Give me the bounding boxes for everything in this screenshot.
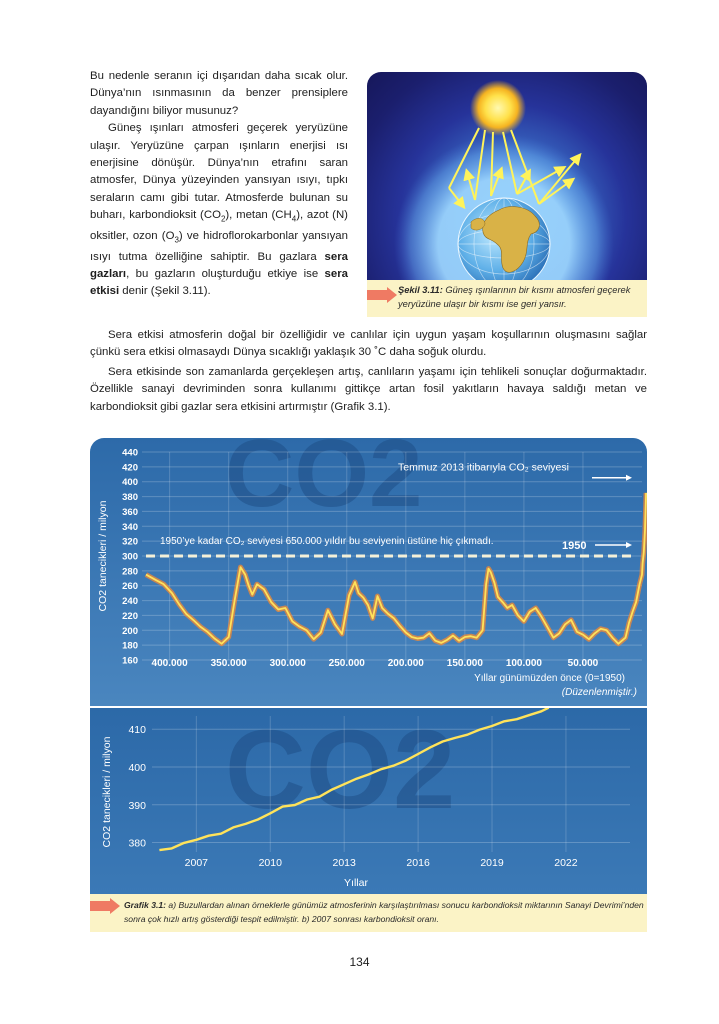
text-run: ) ve hidroflorokarbonlar yansıyan ısıyı tutma özelliğine sahiptir. Bu gazlara [90, 229, 348, 263]
y-tick-label: 400 [122, 477, 138, 489]
text-run: ), azot (N) oksitler, ozon (O [90, 209, 348, 242]
subscript: 2 [220, 214, 226, 224]
x-tick-label: 2013 [332, 857, 356, 869]
key-term: sera etkisi [90, 268, 348, 298]
y-axis-label: CO2 tanecikleri / milyon [101, 736, 113, 848]
x-axis-label: Yıllar günümüzden önce (0=1950) [474, 673, 625, 684]
text-run: , bu gazların oluşturduğu etkiye ise [126, 268, 325, 281]
caption-arrow-icon [367, 287, 397, 303]
y-tick-label: 280 [122, 566, 138, 578]
x-tick-label: 100.000 [505, 658, 542, 669]
y-tick-label: 240 [122, 596, 138, 608]
y-tick-label: 420 [122, 462, 138, 474]
y-tick-label: 320 [122, 536, 138, 548]
co2-recent-chart [90, 708, 647, 894]
intro-paragraph [90, 120, 348, 301]
sun-icon [470, 80, 526, 136]
y-tick-label: 180 [122, 640, 138, 652]
x-tick-label: 2019 [480, 857, 504, 869]
y-tick-label: 390 [128, 799, 146, 812]
figure-caption-text: Güneş ışınlarının bir kısmı atmosferi geçerek yeryüzüne ulaşır bir kısmı ise geri yansır. [398, 285, 631, 309]
page-number: 134 [349, 955, 370, 969]
text-run: denir (Şekil 3.11). [119, 285, 211, 298]
reference-arrow-head [626, 542, 632, 548]
x-tick-label: 250.000 [328, 658, 365, 669]
x-tick-label: 400.000 [151, 658, 188, 669]
figure-label: Şekil 3.11: [398, 285, 443, 295]
graph-caption-text: a) Buzullardan alınan örneklerle günümüz atmosferinin karşılaştırılması sonucu karbondioksit miktarının Sanayi Devrimi’nden sonra çok hızlı artış gösterdiği tespit edilmiştir. b) 2007 sonrası karbondioksit oranı. [124, 900, 644, 924]
x-tick-label: 2007 [184, 857, 209, 869]
co2-ice-core-chart [90, 438, 647, 706]
y-tick-label: 200 [122, 625, 138, 637]
x-tick-label: 2022 [554, 857, 578, 869]
y-tick-label: 220 [122, 610, 138, 622]
y-axis-label: CO2 tanecikleri / milyon [97, 500, 109, 612]
chart-b-svg [90, 708, 647, 894]
earth-sun-illustration [367, 72, 647, 280]
x-axis-label: Yıllar [344, 877, 368, 889]
x-tick-label: 50.000 [567, 658, 599, 669]
background-co2-text: CO2 [225, 438, 423, 527]
intro-text [90, 68, 348, 301]
figure-caption [398, 284, 643, 311]
x-tick-label: 2010 [258, 857, 282, 869]
y-tick-label: 410 [128, 724, 146, 737]
text-run: ), metan (CH [225, 209, 292, 222]
y-tick-label: 260 [122, 581, 138, 593]
reference-line-label: 1950’ye kadar CO₂ seviyesi 650.000 yıldır bu seviyenin üstüne hiç çıkmadı. [160, 536, 494, 547]
y-tick-label: 160 [122, 655, 138, 667]
x-tick-label: 300.000 [269, 658, 306, 669]
y-tick-label: 380 [122, 492, 138, 504]
reference-tag-1950: 1950 [562, 540, 587, 552]
annotation-2013: Temmuz 2013 itibarıyla CO₂ seviyesi [398, 461, 569, 474]
paragraph-greenhouse-natural: Sera etkisi atmosferin doğal bir özelliğidir ve canlılar için uygun yaşam koşullarının oluşmasını sağlar çünkü sera etkisi olmasaydı Dünya sıcaklığı yaklaşık 30 ˚C daha soğuk olurdu. [90, 329, 647, 359]
y-tick-label: 400 [128, 762, 146, 774]
y-tick-label: 340 [122, 521, 138, 533]
text-run: Bu nedenle seranın içi dışarıdan daha sıcak olur. Dünya’nın ısınmasının da benzer prensiplere dayandığını biliyor musunuz? [90, 70, 348, 117]
key-term: sera gazları [90, 250, 348, 281]
text-run: Güneş ışınları atmosferi geçerek yeryüzüne ulaşır. Yeryüzüne çarpan ışınların enerjisi ısı enerjisine dönüşür. Dünya’nın etrafını saran atmosfer, Dünya yüzeyinden yansıyan ısıyı, tıpkı seraların camı gibi tutar. Atmosferde bulunan su buharı, karbondioksit (CO [90, 122, 348, 222]
graph-label: Grafik 3.1: [124, 900, 167, 910]
x-tick-label: 200.000 [387, 658, 424, 669]
annotation-arrow-head [626, 475, 632, 481]
y-tick-label: 300 [122, 551, 138, 563]
x-tick-label: 350.000 [210, 658, 247, 669]
graph-caption-arrow-icon [90, 898, 120, 914]
chart-a-svg [90, 438, 647, 706]
subscript: 3 [174, 235, 179, 245]
greenhouse-figure [367, 72, 647, 280]
y-tick-label: 440 [122, 447, 138, 459]
subscript: 4 [291, 214, 297, 224]
source-note: (Düzenlenmiştir.) [561, 687, 637, 698]
y-tick-label: 380 [128, 837, 146, 850]
graph-caption [124, 898, 644, 926]
body-text [90, 327, 647, 418]
intro-paragraph [90, 68, 348, 120]
background-co2-text: CO2 [225, 708, 456, 832]
x-tick-label: 150.000 [446, 658, 483, 669]
x-tick-label: 2016 [406, 857, 430, 869]
y-tick-label: 360 [122, 506, 138, 518]
paragraph-greenhouse-increase: Sera etkisinde son zamanlarda gerçekleşen artış, canlıların yaşamı için tehlikeli sonuçlar doğurmaktadır. Özellikle sanayi devriminden sonra kullanımı gittikçe artan fosil yakıtların havaya saldığı metan ve karbondioksit gibi gazlar sera etkisini artırmıştır (Grafik 3.1). [90, 365, 647, 413]
